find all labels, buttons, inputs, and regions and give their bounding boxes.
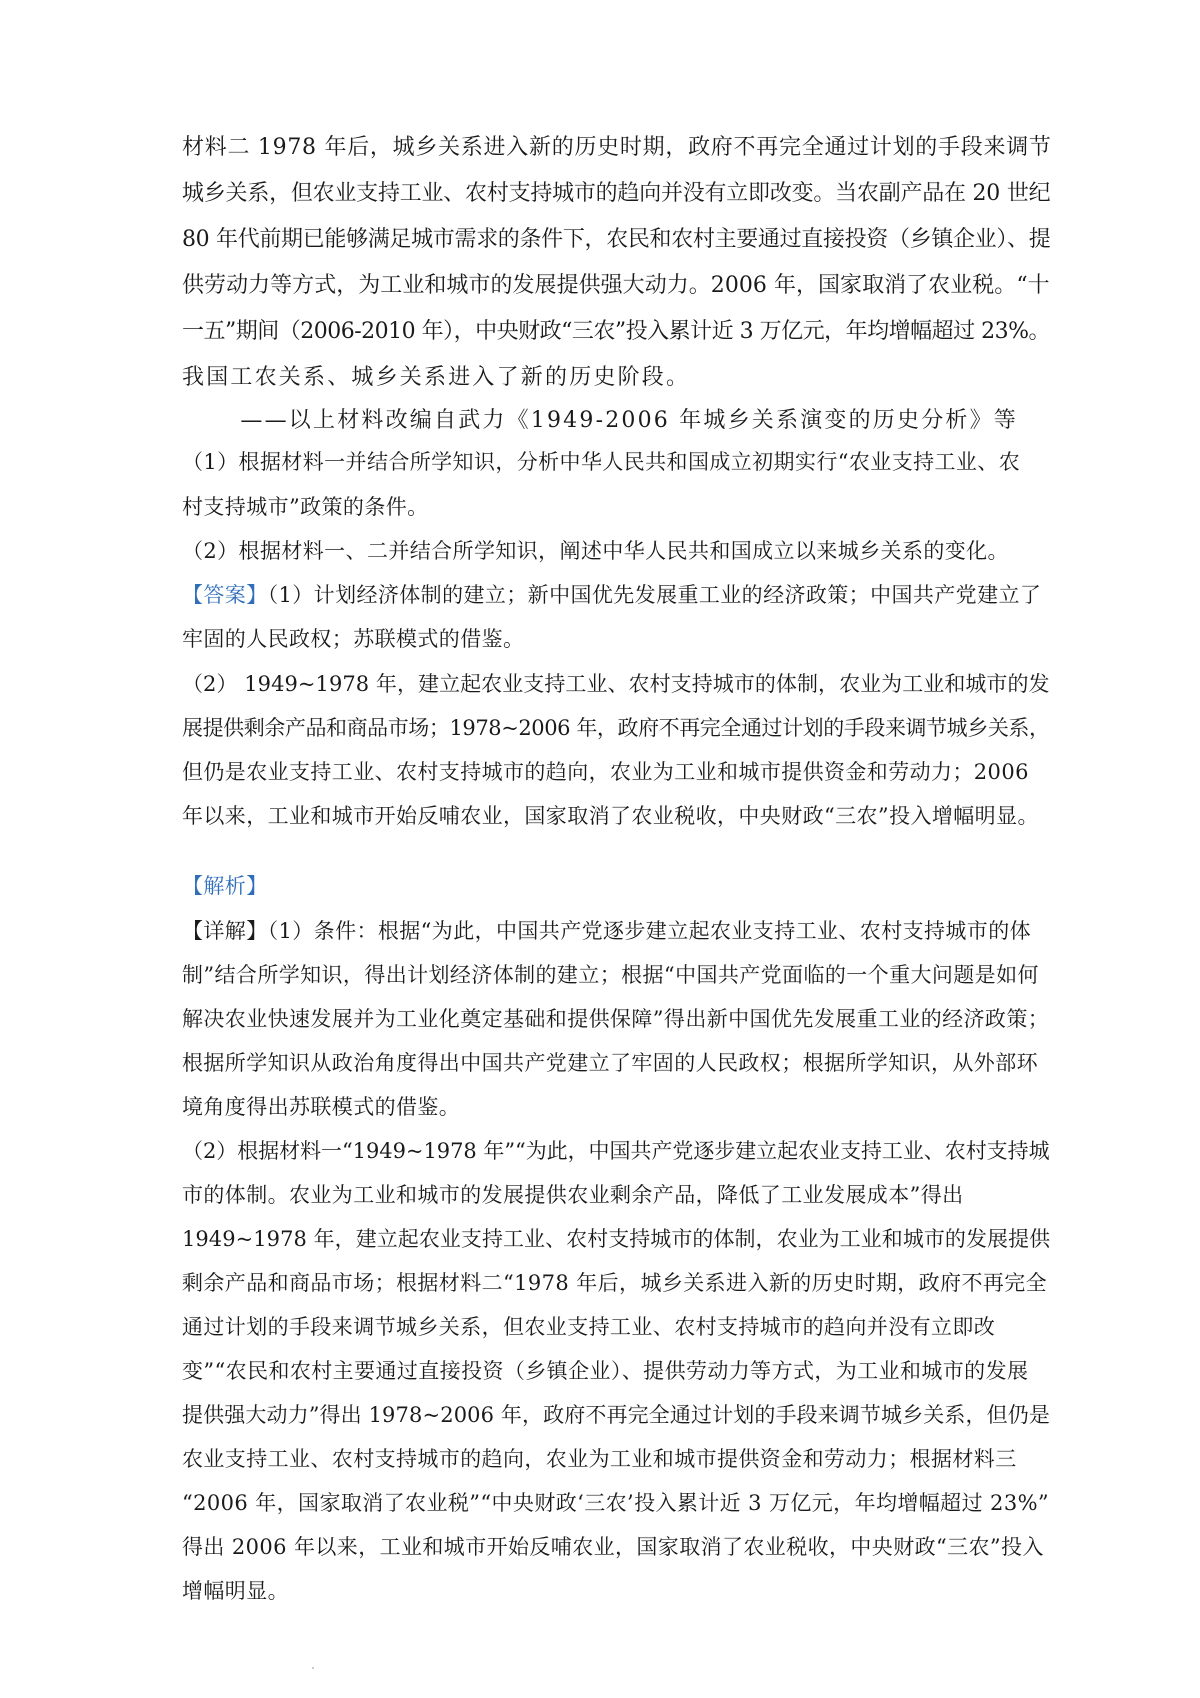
answer-2-line: 展提供剩余产品和商品市场；1978~2006 年，政府不再完全通过计划的手段来调节城乡关系， xyxy=(182,716,1050,740)
detail-2-line: 农业支持工业、农村支持城市的趋向，农业为工业和城市提供资金和劳动力；根据材料三 xyxy=(182,1447,1017,1471)
question-1-line: （1）根据材料一并结合所学知识，分析中华人民共和国成立初期实行“农业支持工业、农 xyxy=(182,450,1021,474)
material-2-line: 我国工农关系、城乡关系进入了新的历史阶段。 xyxy=(182,365,691,390)
detail-1-line: 境角度得出苏联模式的借鉴。 xyxy=(182,1095,461,1119)
material-2-source: ——以上材料改编自武力《1949-2006 年城乡关系演变的历史分析》等 xyxy=(240,408,1018,433)
detail-2-line: 提供强大动力”得出 1978~2006 年，政府不再完全通过计划的手段来调节城乡关系，但仍是 xyxy=(182,1403,1050,1427)
material-2-line: 80 年代前期已能够满足城市需求的条件下，农民和农村主要通过直接投资（乡镇企业）、提 xyxy=(182,227,1051,252)
answer-1-line xyxy=(182,585,1041,606)
answer-2-line: 年以来，工业和城市开始反哺农业，国家取消了农业税收，中央财政“三农”投入增幅明显。 xyxy=(182,804,1039,828)
detail-2-line: 变”“农民和农村主要通过直接投资（乡镇企业）、提供劳动力等方式，为工业和城市的发展 xyxy=(182,1359,1029,1383)
detail-1-line: 解决农业快速发展并为工业化奠定基础和提供保障”得出新中国优先发展重工业的经济政策； xyxy=(182,1007,1050,1031)
detail-2-line: 得出 2006 年以来，工业和城市开始反哺农业，国家取消了农业税收，中央财政“三农”投入 xyxy=(182,1535,1044,1559)
answer-tag: 【答案】 xyxy=(182,583,268,607)
detail-tag: 【详解】 xyxy=(182,919,268,943)
detail-1-line: 根据所学知识从政治角度得出中国共产党建立了牢固的人民政权；根据所学知识，从外部环 xyxy=(182,1051,1038,1075)
answer-1-text: （1）计划经济体制的建立；新中国优先发展重工业的经济政策；中国共产党建立了 xyxy=(267,583,1042,607)
answer-1-line: 牢固的人民政权；苏联模式的借鉴。 xyxy=(182,627,525,651)
answer-2-line: 但仍是农业支持工业、农村支持城市的趋向，农业为工业和城市提供资金和劳动力；2006 xyxy=(182,760,1029,784)
detail-2-line: 通过计划的手段来调节城乡关系，但农业支持工业、农村支持城市的趋向并没有立即改 xyxy=(182,1315,996,1339)
detail-2-line: 增幅明显。 xyxy=(182,1579,289,1603)
detail-1-text: （1）条件：根据“为此，中国共产党逐步建立起农业支持工业、农村支持城市的体 xyxy=(267,919,1032,943)
analysis-tag: 【解析】 xyxy=(182,874,268,898)
detail-2-line: 市的体制。农业为工业和城市的发展提供农业剩余产品，降低了工业发展成本”得出 xyxy=(182,1183,964,1207)
material-2-line: 材料二 1978 年后，城乡关系进入新的历史时期，政府不再完全通过计划的手段来调节 xyxy=(182,135,1052,160)
detail-2-line: 剩余产品和商品市场；根据材料二“1978 年后，城乡关系进入新的历史时期，政府不再完全 xyxy=(182,1271,1048,1295)
answer-2-line: （2） 1949~1978 年，建立起农业支持工业、农村支持城市的体制，农业为工业和城市的发 xyxy=(182,672,1050,696)
material-2-line: 城乡关系，但农业支持工业、农村支持城市的趋向并没有立即改变。当农副产品在 20 世纪 xyxy=(182,181,1051,206)
material-2-line: 一五”期间（2006-2010 年），中央财政“三农”投入累计近 3 万亿元，年均增幅超过 23%。 xyxy=(182,319,1051,344)
detail-2-line: “2006 年，国家取消了农业税”“中央财政‘三农’投入累计近 3 万亿元，年均增幅超过 23%” xyxy=(182,1491,1050,1515)
question-1-line: 村支持城市”政策的条件。 xyxy=(182,495,429,519)
detail-2-line: （2）根据材料一“1949~1978 年”“为此，中国共产党逐步建立起农业支持工业、农村支持城 xyxy=(182,1139,1050,1163)
question-2: （2）根据材料一、二并结合所学知识，阐述中华人民共和国成立以来城乡关系的变化。 xyxy=(182,539,1009,563)
detail-1-line: 制”结合所学知识，得出计划经济体制的建立；根据“中国共产党面临的一个重大问题是如何 xyxy=(182,963,1039,987)
detail-1-line xyxy=(182,921,1031,942)
scan-speck xyxy=(312,1667,314,1669)
material-2-line: 供劳动力等方式，为工业和城市的发展提供强大动力。2006 年，国家取消了农业税。“十 xyxy=(182,273,1050,298)
detail-2-line: 1949~1978 年，建立起农业支持工业、农村支持城市的体制，农业为工业和城市的发展提供 xyxy=(182,1227,1051,1251)
